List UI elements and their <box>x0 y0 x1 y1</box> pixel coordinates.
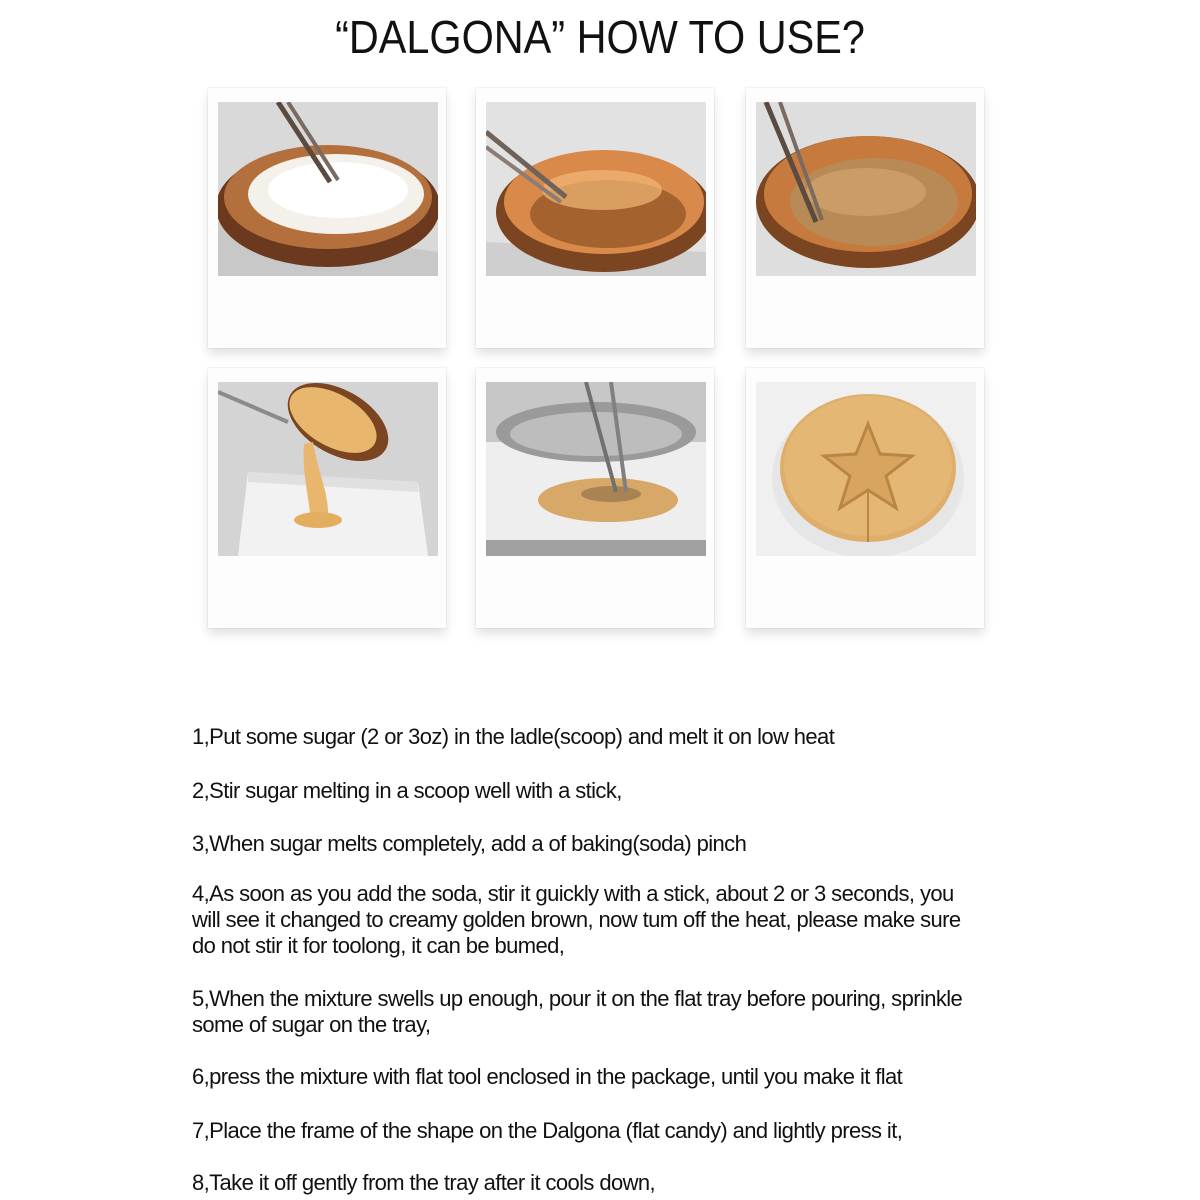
step-4: 4,As soon as you add the soda, stir it guickly with a stick, about 2 or 3 seconds, you will see it changed to creamy golden brown, now tum off the heat, please make sure do not stir it for toolong, it can be bumed, <box>192 881 961 958</box>
photo-card-1 <box>208 88 446 348</box>
pressing-flat-tool-photo <box>486 382 706 556</box>
step-2: 2,Stir sugar melting in a scoop well with a stick, <box>192 778 622 803</box>
star-dalgona-photo <box>756 382 976 556</box>
photo-card-5 <box>476 368 714 628</box>
pan-with-sugar-photo <box>218 102 438 276</box>
photo-card-2 <box>476 88 714 348</box>
step-8: 8,Take it off gently from the tray after it cools down, <box>192 1170 656 1195</box>
step-6: 6,press the mixture with flat tool enclosed in the package, until you make it flat <box>192 1064 903 1089</box>
photo-card-6 <box>746 368 984 628</box>
photo-card-4 <box>208 368 446 628</box>
ladle-pouring-photo <box>218 382 438 556</box>
pan-melting-sugar-photo <box>486 102 706 276</box>
step-1: 1,Put some sugar (2 or 3oz) in the ladle(scoop) and melt it on low heat <box>192 724 835 749</box>
pan-golden-mixture-photo <box>756 102 976 276</box>
step-7: 7,Place the frame of the shape on the Dalgona (flat candy) and lightly press it, <box>192 1118 903 1143</box>
step-5: 5,When the mixture swells up enough, pour it on the flat tray before pouring, sprinkle some of sugar on the tray, <box>192 986 963 1037</box>
photo-card-3 <box>746 88 984 348</box>
step-3: 3,When sugar melts completely, add a of baking(soda) pinch <box>192 831 747 856</box>
page-title: “DALGONA” HOW TO USE? <box>335 11 865 63</box>
